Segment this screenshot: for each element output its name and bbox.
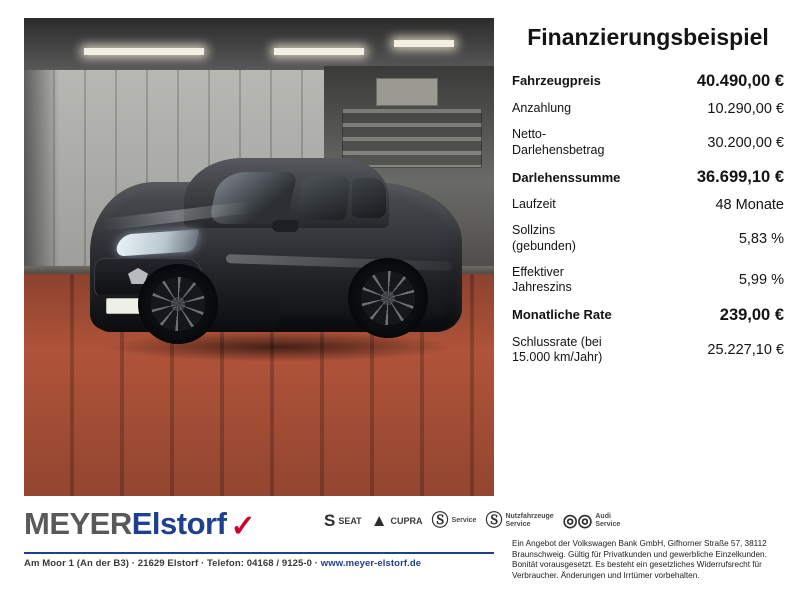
row-value: 10.290,00 € xyxy=(707,101,784,117)
dealer-website-link[interactable]: www.meyer-elstorf.de xyxy=(320,558,422,569)
volkswagen-icon: Ⓢ xyxy=(431,511,449,530)
checkmark-icon: ✓ xyxy=(230,510,256,543)
page-title: Finanzierungsbeispiel xyxy=(527,24,769,50)
brand-vw-service-label: Service xyxy=(451,516,477,524)
cupra-icon: ▲ xyxy=(370,511,388,530)
ceiling-light xyxy=(274,48,364,55)
brand-cupra xyxy=(371,512,423,529)
row-value: 30.200,00 € xyxy=(707,134,784,151)
car-illustration xyxy=(76,146,476,386)
table-row xyxy=(512,122,784,163)
volkswagen-nutzfahrzeuge-icon: Ⓢ xyxy=(485,511,503,530)
ceiling-light xyxy=(394,40,454,47)
row-label: Effektiver Jahreszins xyxy=(512,264,572,295)
rear-side-window xyxy=(352,178,386,218)
dealer-logo-part1: MEYER xyxy=(24,506,132,541)
financing-column xyxy=(512,16,784,584)
dealer-address-phone: Am Moor 1 (An der B3) · 21629 Elstorf · Telefon: 04168 / 9125-0 · xyxy=(24,558,321,569)
dealer-contact xyxy=(24,558,421,569)
row-value: 40.490,00 € xyxy=(696,72,784,90)
side-mirror xyxy=(272,220,298,232)
brand-audi-service-label: Audi Service xyxy=(595,513,621,528)
seat-icon: S xyxy=(324,511,336,530)
vehicle-photo xyxy=(24,18,494,496)
row-value: 48 Monate xyxy=(715,197,784,214)
brand-volkswagen xyxy=(432,512,477,529)
table-row xyxy=(512,163,784,192)
legal-disclaimer: Ein Angebot der Volkswagen Bank GmbH, Gifhorner Straße 57, 38112 Braunschweig. Gültig für Privatkunden und gewerbliche Einzelkunden. Bonität vorausgesetzt. Es besteht ein gesetzliches Widerrufsrecht für Verbraucher. Änderungen und Irrtümer vorbehalten. xyxy=(512,538,767,581)
front-spokes xyxy=(151,277,205,331)
row-value: 25.227,10 € xyxy=(707,342,784,359)
table-row xyxy=(512,301,784,330)
table-row xyxy=(512,330,784,371)
row-value: 5,99 % xyxy=(738,272,784,289)
row-label: Schlussrate (bei 15.000 km/Jahr) xyxy=(512,334,603,365)
table-row xyxy=(512,218,784,259)
brand-seat-label: SEAT xyxy=(338,515,362,526)
front-wheel xyxy=(138,264,218,344)
audi-icon: ◎◎ xyxy=(562,511,593,530)
table-row xyxy=(512,96,784,122)
table-row xyxy=(512,260,784,301)
footer-divider xyxy=(24,552,494,554)
rear-wheel xyxy=(348,258,428,338)
row-label: Sollzins (gebunden) xyxy=(512,223,576,253)
row-label: Monatliche Rate xyxy=(512,307,612,323)
ceiling-light xyxy=(84,48,204,55)
dealer-logo-part2: Elstorf xyxy=(131,506,227,541)
brand-vwn-service-label: Nutzfahrzeuge Service xyxy=(505,513,554,528)
row-label: Anzahlung xyxy=(512,101,572,116)
financing-table xyxy=(512,67,784,371)
dealer-footer xyxy=(24,506,621,582)
row-label: Fahrzeugpreis xyxy=(512,73,601,89)
row-value: 5,83 % xyxy=(738,230,784,247)
rear-spokes xyxy=(361,271,415,325)
row-label: Netto- Darlehensbetrag xyxy=(512,127,605,157)
workshop-crate xyxy=(376,78,438,106)
brand-seat xyxy=(324,512,362,529)
brand-cupra-label: CUPRA xyxy=(390,515,423,526)
table-row xyxy=(512,192,784,218)
row-label: Darlehenssumme xyxy=(512,169,621,185)
row-value: 239,00 € xyxy=(719,305,784,324)
row-value: 36.699,10 € xyxy=(696,168,784,187)
row-label: Laufzeit xyxy=(512,197,556,212)
table-row xyxy=(512,67,784,96)
front-side-window xyxy=(298,176,351,220)
